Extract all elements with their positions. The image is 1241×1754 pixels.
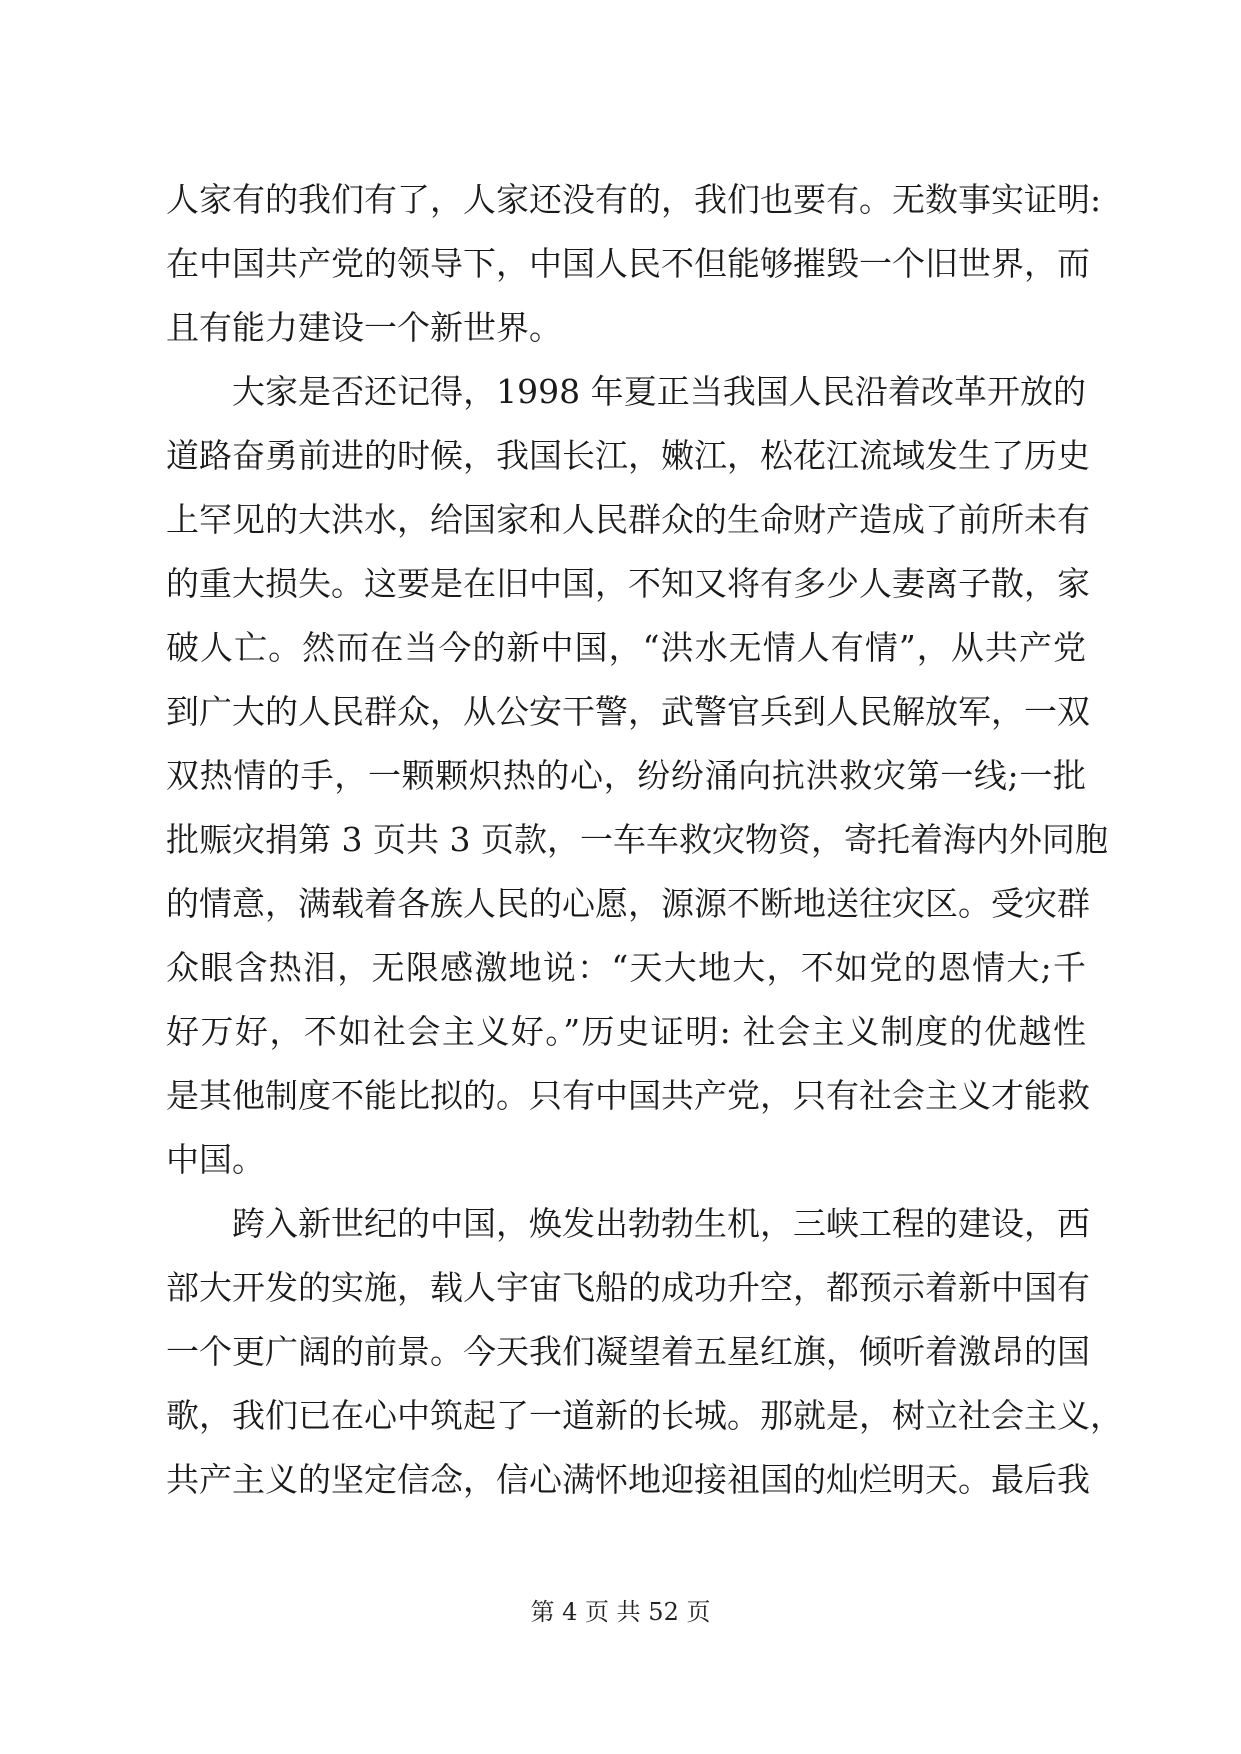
paragraph-line: 歌，我们已在心中筑起了一道新的长城。那就是，树立社会主义， xyxy=(166,1396,1123,1435)
paragraph-line: 到广大的人民群众，从公安干警，武警官兵到人民解放军，一双 xyxy=(166,692,1090,731)
page-number-footer: 第 4 页 共 52 页 xyxy=(530,1598,711,1626)
paragraph-line: 破人亡。然而在当今的新中国，“洪水无情人有情”，从共产党 xyxy=(166,628,1086,667)
paragraph-line: 道路奋勇前进的时候，我国长江，嫩江，松花江流域发生了历史 xyxy=(166,436,1090,475)
paragraph-line: 部大开发的实施，载人宇宙飞船的成功升空，都预示着新中国有 xyxy=(166,1268,1090,1307)
paragraph-line: 且有能力建设一个新世界。 xyxy=(166,308,562,347)
paragraph-line: 双热情的手，一颗颗炽热的心，纷纷涌向抗洪救灾第一线;一批 xyxy=(166,756,1086,795)
paragraph-line: 中国。 xyxy=(166,1140,265,1179)
paragraph-line: 批赈灾捐第 3 页共 3 页款，一车车救灾物资，寄托着海内外同胞 xyxy=(166,820,1108,859)
paragraph-line: 共产主义的坚定信念，信心满怀地迎接祖国的灿烂明天。最后我 xyxy=(166,1460,1090,1499)
paragraph-line: 一个更广阔的前景。今天我们凝望着五星红旗，倾听着激昂的国 xyxy=(166,1332,1090,1371)
paragraph-line: 好万好，不如社会主义好。”历史证明: 社会主义制度的优越性 xyxy=(166,1012,1086,1051)
paragraph-line: 上罕见的大洪水，给国家和人民群众的生命财产造成了前所未有 xyxy=(166,500,1090,539)
paragraph-line: 在中国共产党的领导下，中国人民不但能够摧毁一个旧世界，而 xyxy=(166,244,1090,283)
paragraph-line: 众眼含热泪，无限感激地说：“天大地大，不如党的恩情大;千 xyxy=(166,948,1086,987)
paragraph-line: 是其他制度不能比拟的。只有中国共产党，只有社会主义才能救 xyxy=(166,1076,1090,1115)
paragraph-line: 跨入新世纪的中国，焕发出勃勃生机，三峡工程的建设，西 xyxy=(232,1204,1090,1243)
paragraph-line: 的重大损失。这要是在旧中国，不知又将有多少人妻离子散，家 xyxy=(166,564,1090,603)
paragraph-line: 大家是否还记得，1998 年夏正当我国人民沿着改革开放的 xyxy=(232,372,1086,411)
paragraph-line: 的情意，满载着各族人民的心愿，源源不断地送往灾区。受灾群 xyxy=(166,884,1090,923)
paragraph-line: 人家有的我们有了，人家还没有的，我们也要有。无数事实证明: xyxy=(166,180,1102,219)
